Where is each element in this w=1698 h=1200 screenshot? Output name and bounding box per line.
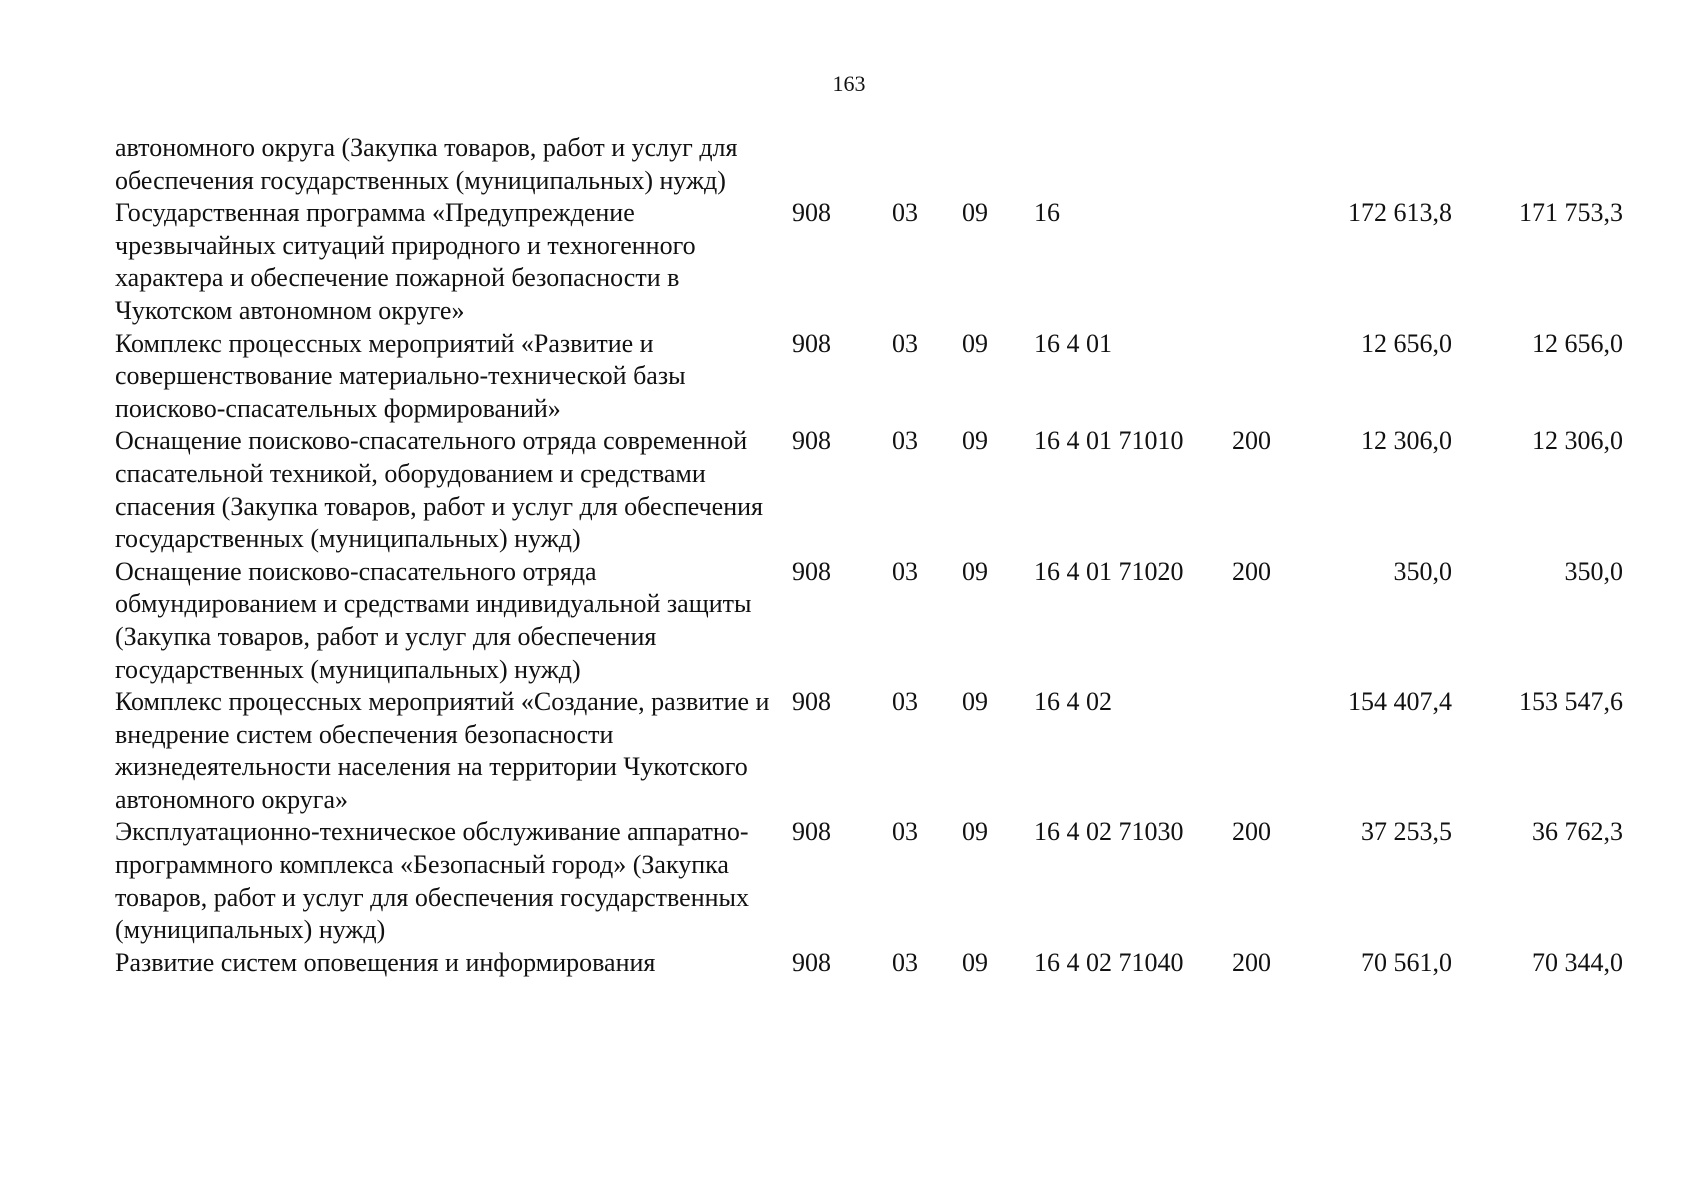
row-pr: 09 bbox=[962, 198, 988, 228]
row-sum-1: 12 306,0 bbox=[1361, 426, 1452, 456]
table-row bbox=[115, 816, 1623, 946]
page-number: 163 bbox=[832, 71, 866, 96]
row-ved: 908 bbox=[792, 198, 831, 228]
budget-table bbox=[115, 132, 1623, 979]
row-sum-2: 153 547,6 bbox=[1519, 687, 1623, 717]
row-csr: 16 4 02 bbox=[1034, 687, 1112, 717]
row-sum-1: 172 613,8 bbox=[1348, 198, 1452, 228]
row-vr bbox=[1232, 686, 1312, 816]
table-row bbox=[115, 132, 1623, 197]
row-vr: 200 bbox=[1232, 817, 1271, 847]
row-ved: 908 bbox=[792, 817, 831, 847]
table-row bbox=[115, 197, 1623, 327]
row-sum-2: 171 753,3 bbox=[1519, 198, 1623, 228]
row-rz: 03 bbox=[892, 947, 918, 977]
row-ved: 908 bbox=[792, 947, 831, 977]
row-sum-1: 12 656,0 bbox=[1361, 328, 1452, 358]
row-vr bbox=[1232, 132, 1312, 197]
row-sum-1: 37 253,5 bbox=[1361, 817, 1452, 847]
row-csr: 16 4 02 71030 bbox=[1034, 817, 1184, 847]
row-pr: 09 bbox=[962, 817, 988, 847]
row-sum-1: 154 407,4 bbox=[1348, 687, 1452, 717]
row-rz: 03 bbox=[892, 817, 918, 847]
row-name: Комплекс процессных мероприятий «Развитие и совершенствование материально-технической базы поисково-спасательных формирований» bbox=[115, 328, 686, 423]
row-sum-2: 12 656,0 bbox=[1532, 328, 1623, 358]
row-pr: 09 bbox=[962, 556, 988, 586]
row-sum-1: 350,0 bbox=[1393, 556, 1452, 586]
row-sum-2: 36 762,3 bbox=[1532, 817, 1623, 847]
row-ved: 908 bbox=[792, 426, 831, 456]
table-row bbox=[115, 686, 1623, 816]
row-name: Государственная программа «Предупреждение чрезвычайных ситуаций природного и техногенного характера и обеспечение пожарной безопасности в Чукотском автономном округе» bbox=[115, 198, 696, 325]
row-name: Оснащение поисково-спасательного отряда обмундированием и средствами индивидуальной защиты (Закупка товаров, работ и услуг для обеспечения государственных (муниципальных) нужд) bbox=[115, 556, 752, 684]
row-vr bbox=[1232, 197, 1312, 327]
row-csr bbox=[1034, 132, 1232, 197]
row-sum-1 bbox=[1312, 132, 1452, 197]
row-name: Оснащение поисково-спасательного отряда современной спасательной техникой, оборудованием и средствами спасения (Закупка товаров, работ и услуг для обеспечения государственных (муниципальных) нужд) bbox=[115, 426, 763, 554]
row-pr: 09 bbox=[962, 328, 988, 358]
row-name: Комплекс процессных мероприятий «Создание, развитие и внедрение систем обеспечения безопасности жизнедеятельности населения на территории Чукотского автономного округа» bbox=[115, 687, 770, 814]
row-pr: 09 bbox=[962, 947, 988, 977]
row-csr: 16 bbox=[1034, 198, 1060, 228]
row-vr bbox=[1232, 328, 1312, 426]
row-pr: 09 bbox=[962, 426, 988, 456]
row-pr: 09 bbox=[962, 687, 988, 717]
row-name: Развитие систем оповещения и информирования bbox=[115, 947, 656, 977]
table-row bbox=[115, 328, 1623, 426]
row-pr bbox=[962, 132, 1034, 197]
row-csr: 16 4 01 71020 bbox=[1034, 556, 1184, 586]
row-rz: 03 bbox=[892, 556, 918, 586]
row-name: Эксплуатационно-техническое обслуживание аппаратно-программного комплекса «Безопасный город» (Закупка товаров, работ и услуг для обеспечения государственных (муниципальных) нужд) bbox=[115, 817, 749, 945]
row-name: автономного округа (Закупка товаров, работ и услуг для обеспечения государственных (муниципальных) нужд) bbox=[115, 133, 738, 195]
row-rz bbox=[892, 132, 962, 197]
row-ved: 908 bbox=[792, 687, 831, 717]
table-row bbox=[115, 556, 1623, 686]
row-sum-2: 70 344,0 bbox=[1532, 947, 1623, 977]
row-rz: 03 bbox=[892, 198, 918, 228]
row-vr: 200 bbox=[1232, 426, 1271, 456]
row-csr: 16 4 01 bbox=[1034, 328, 1112, 358]
row-rz: 03 bbox=[892, 687, 918, 717]
row-ved bbox=[792, 132, 892, 197]
table-row bbox=[115, 947, 1623, 980]
row-sum-2: 350,0 bbox=[1564, 556, 1623, 586]
row-sum-2 bbox=[1452, 132, 1623, 197]
row-rz: 03 bbox=[892, 328, 918, 358]
row-ved: 908 bbox=[792, 556, 831, 586]
row-sum-1: 70 561,0 bbox=[1361, 947, 1452, 977]
row-ved: 908 bbox=[792, 328, 831, 358]
row-rz: 03 bbox=[892, 426, 918, 456]
row-vr: 200 bbox=[1232, 556, 1271, 586]
row-vr: 200 bbox=[1232, 947, 1271, 977]
row-csr: 16 4 02 71040 bbox=[1034, 947, 1184, 977]
row-sum-2: 12 306,0 bbox=[1532, 426, 1623, 456]
table-row bbox=[115, 425, 1623, 555]
row-csr: 16 4 01 71010 bbox=[1034, 426, 1184, 456]
